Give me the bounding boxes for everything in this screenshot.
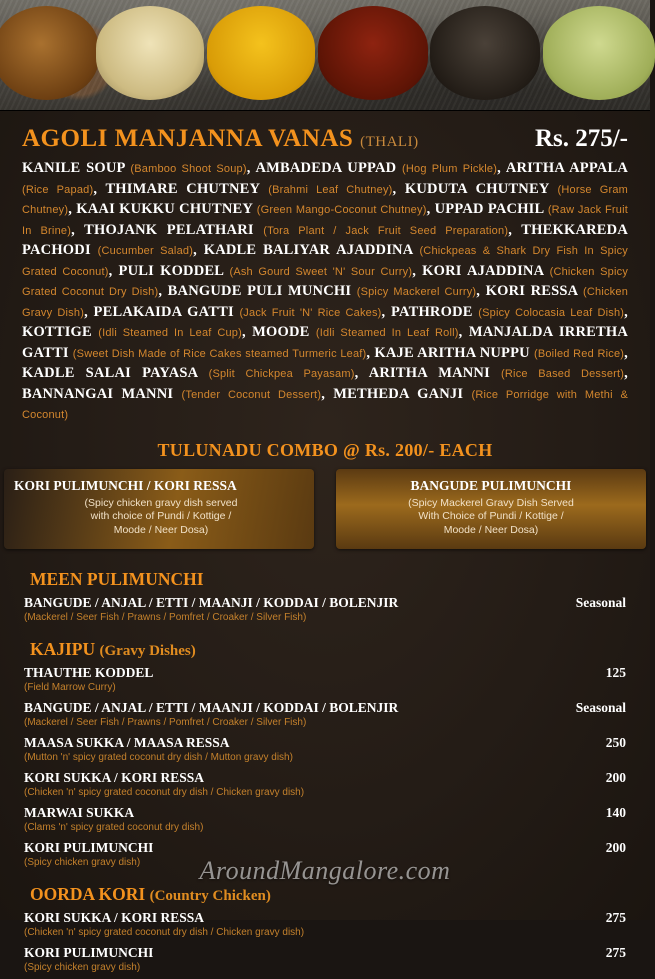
thali-item-name: KAJE ARITHA NUPPU xyxy=(374,344,534,361)
menu-item-info xyxy=(24,699,546,729)
thali-item-desc: (Jack Fruit 'N' Rice Cakes) xyxy=(239,306,382,319)
menu-item-desc: (Chicken 'n' spicy grated coconut dry dish / Chicken gravy dish) xyxy=(24,787,305,798)
thali-separator: , xyxy=(354,365,369,381)
menu-item-row xyxy=(24,594,626,624)
menu-item-price: 275 xyxy=(605,910,626,925)
spice-red-chillies xyxy=(318,6,428,100)
row-spacer xyxy=(24,974,626,979)
spice-cardamom xyxy=(543,6,655,100)
thali-separator: , xyxy=(68,201,77,217)
menu-item-desc: (Spicy chicken gravy dish) xyxy=(24,857,141,868)
thali-item-name: KADLE BALIYAR AJADDINA xyxy=(203,242,420,258)
thali-separator: , xyxy=(71,221,85,238)
thali-item-desc: (Spicy Mackerel Curry) xyxy=(356,286,477,298)
thali-item-name: PELAKAIDA GATTI xyxy=(93,303,240,320)
menu-item-name: BANGUDE / ANJAL / ETTI / MAANJI / KODDAI / BOLENJIR xyxy=(24,700,399,715)
menu-item-name: KORI PULIMUNCHI xyxy=(24,840,154,855)
menu-item-price: 200 xyxy=(605,840,626,855)
thali-item-name: BANNANGAI MANNI xyxy=(22,385,182,402)
thali-item-desc: (Bamboo Shoot Soup) xyxy=(130,163,247,175)
thali-item-name: UPPAD PACHIL xyxy=(434,201,548,217)
thali-separator: , xyxy=(381,303,391,320)
thali-separator: , xyxy=(508,221,522,238)
thali-header xyxy=(0,111,650,426)
thali-separator: , xyxy=(108,262,119,279)
menu-item-price: Seasonal xyxy=(575,700,626,715)
spice-black-pepper xyxy=(430,6,540,100)
combo-desc-line: Moode / Neer Dosa) xyxy=(443,523,539,536)
thali-separator: , xyxy=(392,180,405,197)
thali-item-name: MANJALDA IRRETHA GATTI xyxy=(22,324,629,361)
row-spacer xyxy=(24,624,626,629)
menu-item-row xyxy=(24,839,626,869)
menu-item-name: THAUTHE KODDEL xyxy=(24,665,154,680)
combo-section-title: TULUNADU COMBO @ Rs. 200/- EACH xyxy=(157,439,493,460)
menu-item-info xyxy=(24,909,546,939)
thali-item-desc: (Spicy Colocasia Leaf Dish) xyxy=(478,306,625,319)
menu-item-desc: (Chicken 'n' spicy grated coconut dry dish / Chicken gravy dish) xyxy=(24,927,305,938)
menu-item-desc: (Mutton 'n' spicy grated coconut dry dish / Mutton gravy dish) xyxy=(24,752,293,763)
menu-item-row xyxy=(24,699,626,729)
thali-item-name: KOTTIGE xyxy=(22,324,99,340)
thali-item-name: PATHRODE xyxy=(391,303,479,320)
menu-item-info xyxy=(24,664,546,694)
thali-item-desc: (Idli Steamed In Leaf Cup) xyxy=(98,327,242,339)
section-heading xyxy=(30,569,626,590)
menu-item-info xyxy=(24,594,546,624)
section-heading-sub: (Gravy Dishes) xyxy=(99,643,196,659)
section-heading-sub: (Country Chicken) xyxy=(149,888,271,904)
thali-item-name: KORI RESSA xyxy=(485,283,584,299)
combo-desc-line: Moode / Neer Dosa) xyxy=(113,523,209,536)
thali-item-name: ARITHA APPALA xyxy=(505,160,629,176)
thali-separator: , xyxy=(497,160,506,176)
thali-separator: , xyxy=(412,262,423,279)
menu-sections xyxy=(0,549,650,979)
menu-item-name: KORI SUKKA / KORI RESSA xyxy=(24,910,205,925)
thali-separator: , xyxy=(246,160,256,176)
menu-item-info xyxy=(24,734,546,764)
section-heading xyxy=(30,884,626,905)
thali-item-name: PULI KODDEL xyxy=(118,262,230,279)
thali-separator: , xyxy=(241,324,253,340)
combo-boxes xyxy=(0,469,650,550)
combo-box-kori-desc xyxy=(14,497,304,538)
thali-item-desc: (Tora Plant / Jack Fruit Seed Preparation) xyxy=(263,224,509,237)
watermark: AroundMangalore.com xyxy=(199,856,451,885)
thali-item-desc: (Hog Plum Pickle) xyxy=(402,163,498,175)
combo-box-kori-heading: KORI PULIMUNCHI / KORI RESSA xyxy=(14,477,237,493)
menu-item-price: 125 xyxy=(605,665,626,680)
menu-body xyxy=(0,111,650,973)
thali-item-desc: (Cucumber Salad) xyxy=(97,245,194,257)
menu-item-desc: (Mackerel / Seer Fish / Prawns / Pomfret / Croaker / Silver Fish) xyxy=(24,717,307,728)
thali-item-desc: (Rice Based Dessert) xyxy=(501,368,625,380)
thali-item-name: THEKKAREDA PACHODI xyxy=(22,221,629,258)
section-heading xyxy=(30,639,626,660)
thali-item-desc: (Chicken Spicy Grated Coconut Dry Dish) xyxy=(22,265,629,298)
menu-item-row xyxy=(24,944,626,974)
menu-item-price: Seasonal xyxy=(575,595,626,610)
menu-item-info xyxy=(24,944,546,974)
menu-item-info xyxy=(24,804,546,834)
spice-coriander-seeds xyxy=(96,6,204,100)
menu-item-row xyxy=(24,909,626,939)
combo-box-kori[interactable] xyxy=(4,469,314,550)
thali-item-desc: (Rice Porridge with Methi & Coconut) xyxy=(22,388,628,421)
thali-price: Rs. 275/- xyxy=(534,125,628,152)
combo-box-bangude-desc xyxy=(346,497,636,538)
thali-item-name: METHEDA GANJI xyxy=(333,385,472,402)
combo-desc-line: (Spicy chicken gravy dish served xyxy=(84,496,238,509)
thali-separator: , xyxy=(476,283,486,299)
thali-item-desc: (Green Mango-Coconut Chutney) xyxy=(256,204,427,216)
thali-item-name: MOODE xyxy=(252,324,316,340)
thali-item-name: AMBADEDA UPPAD xyxy=(255,160,403,176)
thali-item-desc: (Ash Gourd Sweet 'N' Sour Curry) xyxy=(229,265,413,278)
section-heading-text: MEEN PULIMUNCHI xyxy=(30,569,204,589)
thali-item-desc: (Sweet Dish Made of Rice Cakes steamed Turmeric Leaf) xyxy=(72,347,367,360)
menu-item-price: 250 xyxy=(605,735,626,750)
page-title-suffix: (THALI) xyxy=(360,134,419,150)
combo-box-bangude[interactable] xyxy=(336,469,646,550)
page-title-text: AGOLI MANJANNA VANAS xyxy=(22,125,354,152)
thali-separator: , xyxy=(624,303,628,320)
combo-desc-line: with choice of Pundi / Kottige / xyxy=(90,510,232,522)
thali-item-desc: (Horse Gram Chutney) xyxy=(22,183,628,216)
thali-item-name: KADLE SALAI PAYASA xyxy=(22,365,209,381)
menu-item-name: MARWAI SUKKA xyxy=(24,805,135,820)
thali-item-name: BANGUDE PULI MUNCHI xyxy=(167,283,357,299)
thali-item-name: KANILE SOUP xyxy=(22,160,131,176)
menu-item-desc: (Field Marrow Curry) xyxy=(24,682,116,693)
thali-item-name: THOJANK PELATHARI xyxy=(84,221,264,238)
combo-desc-line: With Choice of Pundi / Kottige / xyxy=(418,510,564,522)
menu-item-name: MAASA SUKKA / MAASA RESSA xyxy=(24,735,230,750)
section-heading-text: OORDA KORI xyxy=(30,884,150,904)
combo-box-bangude-heading: BANGUDE PULIMUNCHI xyxy=(410,477,572,493)
thali-item-desc: (Brahmi Leaf Chutney) xyxy=(268,183,393,196)
menu-item-price: 140 xyxy=(605,805,626,820)
menu-item-price: 200 xyxy=(605,770,626,785)
menu-item-row xyxy=(24,804,626,834)
row-spacer xyxy=(24,869,626,874)
thali-item-desc: (Chickpeas & Shark Dry Fish In Spicy Grated Coconut) xyxy=(22,245,629,278)
menu-item-info xyxy=(24,769,546,799)
thali-separator: , xyxy=(624,344,628,361)
menu-item-desc: (Mackerel / Seer Fish / Prawns / Pomfret / Croaker / Silver Fish) xyxy=(24,612,307,623)
thali-item-desc: (Tender Coconut Dessert) xyxy=(181,388,322,401)
thali-item-desc: (Raw Jack Fruit In Brine) xyxy=(22,204,628,237)
section-heading-text: KAJIPU xyxy=(30,639,100,659)
thali-separator: , xyxy=(321,385,334,402)
page-title xyxy=(22,125,419,153)
thali-separator: , xyxy=(366,344,375,361)
menu-item-name: KORI SUKKA / KORI RESSA xyxy=(24,770,205,785)
menu-item-desc: (Clams 'n' spicy grated coconut dry dish) xyxy=(24,822,204,833)
thali-item-desc: (Split Chickpea Payasam) xyxy=(208,368,355,380)
menu-item-info xyxy=(24,839,546,869)
thali-item-list xyxy=(22,159,628,426)
combo-desc-line: (Spicy Mackerel Gravy Dish Served xyxy=(408,496,574,509)
spice-turmeric-powder xyxy=(207,6,315,100)
menu-item-desc: (Spicy chicken gravy dish) xyxy=(24,962,141,973)
thali-separator: , xyxy=(158,283,168,299)
thali-separator: , xyxy=(84,303,94,320)
thali-item-name: THIMARE CHUTNEY xyxy=(105,180,269,197)
menu-item-price: 275 xyxy=(605,945,626,960)
thali-separator: , xyxy=(93,180,106,197)
menu-item-name: BANGUDE / ANJAL / ETTI / MAANJI / KODDAI / BOLENJIR xyxy=(24,595,399,610)
thali-item-desc: (Rice Papad) xyxy=(22,183,94,196)
thali-separator: , xyxy=(624,365,628,381)
thali-item-name: KORI AJADDINA xyxy=(422,262,550,279)
thali-item-name: KUDUTA CHUTNEY xyxy=(404,180,558,197)
menu-item-name: KORI PULIMUNCHI xyxy=(24,945,154,960)
thali-separator: , xyxy=(193,242,204,258)
thali-separator: , xyxy=(458,324,469,340)
menu-item-row xyxy=(24,664,626,694)
thali-item-desc: (Boiled Red Rice) xyxy=(533,347,625,360)
thali-item-name: ARITHA MANNI xyxy=(368,365,502,381)
thali-separator: , xyxy=(426,201,435,217)
menu-item-row xyxy=(24,769,626,799)
thali-item-desc: (Idli Steamed In Leaf Roll) xyxy=(315,327,459,339)
spice-dried-chilli-roots xyxy=(0,6,99,100)
thali-item-desc: (Chicken Gravy Dish) xyxy=(22,286,629,319)
thali-item-name: KAAI KUKKU CHUTNEY xyxy=(76,201,257,217)
spice-banner-image xyxy=(0,0,650,111)
menu-item-row xyxy=(24,734,626,764)
